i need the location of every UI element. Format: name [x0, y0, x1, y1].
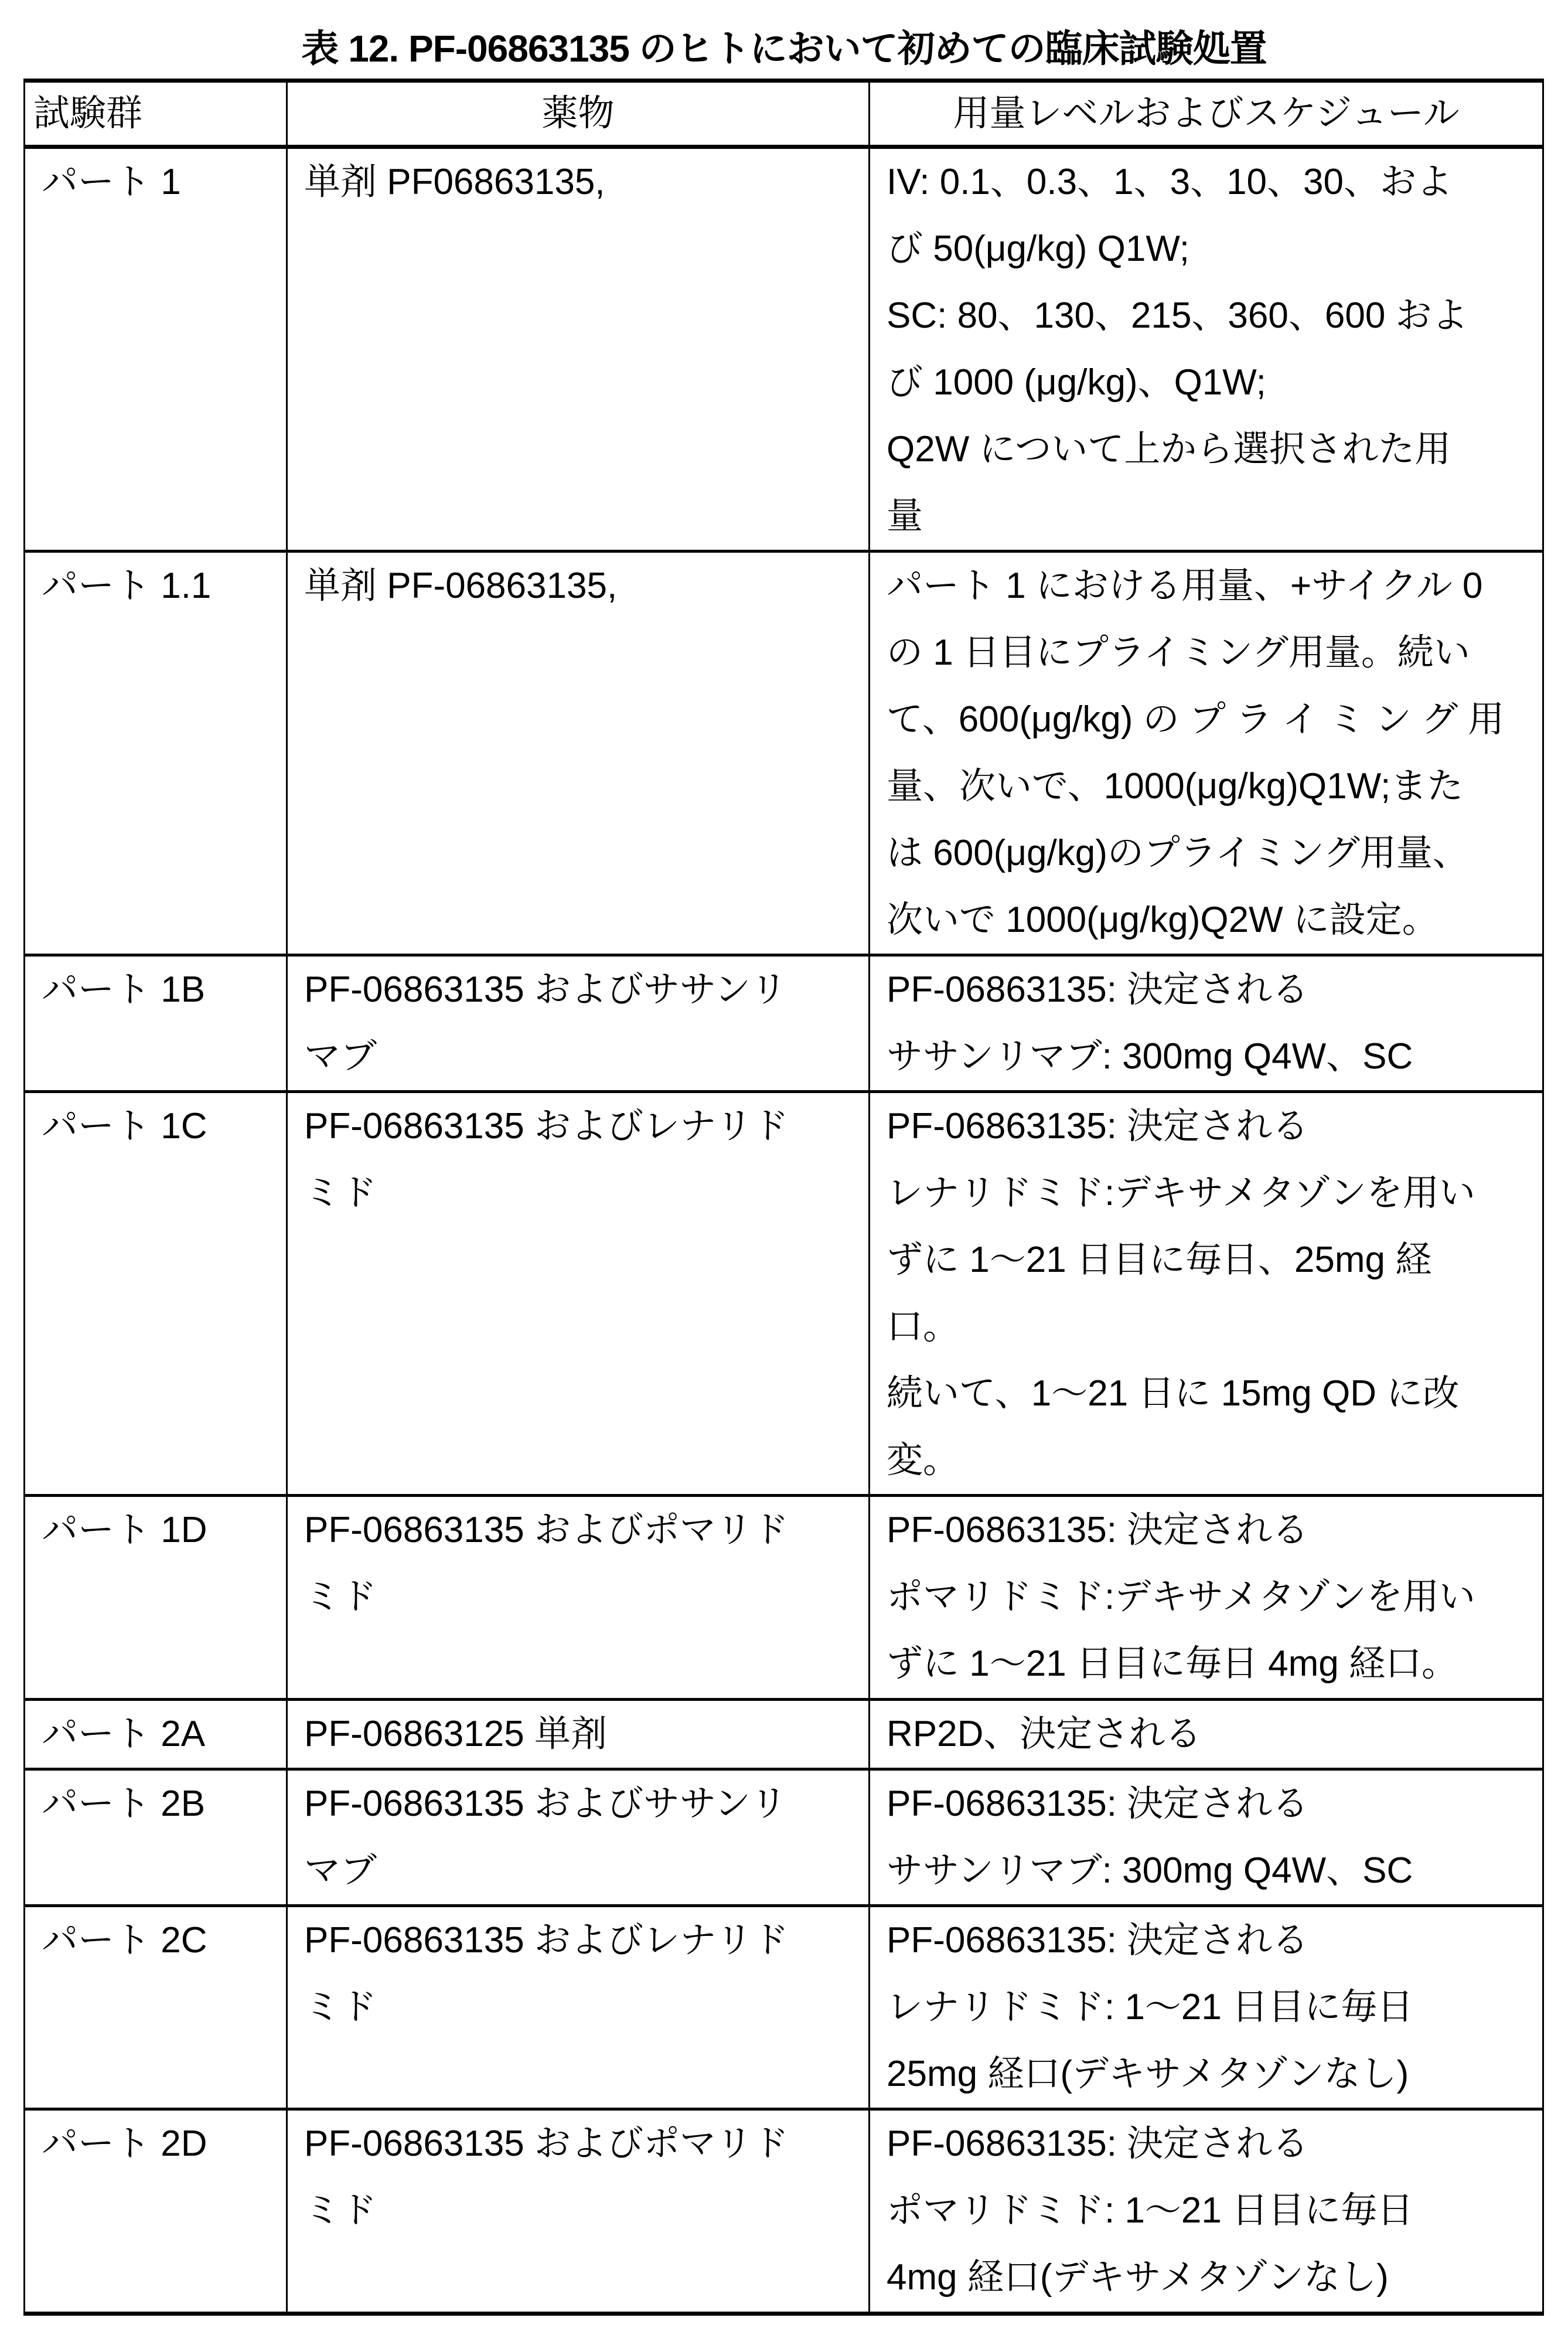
cell-test-group — [25, 955, 287, 1092]
table-title: 表 12. PF-06863135 のヒトにおいて初めての臨床試験処置 — [301, 28, 1267, 70]
table-body — [25, 147, 1543, 2314]
cell-test-group — [25, 1769, 287, 1906]
table-row — [25, 552, 1543, 955]
dose-text-line: 量、次いで、1000(μg/kg)Q1W;また — [887, 766, 1464, 806]
dose-text-line: PF-06863135: 決定される — [887, 2123, 1309, 2164]
header-test-group: 試験群 — [25, 81, 287, 147]
cell-dose-schedule — [870, 1092, 1543, 1496]
dose-text-line: ポマリドミド: 1～21 日目に毎日 — [887, 2190, 1414, 2231]
drug-text-line: 単剤 PF06863135, — [304, 162, 605, 202]
dose-text-line: ササンリマブ: 300mg Q4W、SC — [887, 1036, 1413, 1077]
header-row — [25, 81, 1543, 147]
cell-drug — [287, 1092, 870, 1496]
table-row — [25, 1769, 1543, 1906]
dose-text-line: レナリドミド: 1～21 日目に毎日 — [887, 1987, 1414, 2027]
cell-dose-schedule — [870, 1769, 1543, 1906]
dose-text-line: 変。 — [887, 1440, 960, 1480]
drug-text-line: マブ — [304, 1036, 377, 1077]
header-drug: 薬物 — [287, 81, 870, 147]
dose-text-line: て、600(μg/kg) の プ ラ イ ミ ン グ 用 — [887, 699, 1505, 740]
cell-test-group — [25, 2109, 287, 2314]
test-group-label: パート 1.1 — [42, 566, 212, 606]
dose-text-line: び 50(μg/kg) Q1W; — [887, 229, 1189, 269]
dose-text-line: 口。 — [887, 1306, 960, 1347]
dose-text-line: ずに 1～21 日目に毎日 4mg 経口。 — [887, 1643, 1458, 1684]
cell-drug — [287, 552, 870, 955]
cell-drug — [287, 1496, 870, 1700]
dose-text-line: 25mg 経口(デキサメタゾンなし) — [887, 2054, 1409, 2094]
dose-text-line: PF-06863135: 決定される — [887, 1784, 1309, 1824]
test-group-label: パート 1C — [42, 1106, 207, 1146]
cell-drug — [287, 1769, 870, 1906]
cell-dose-schedule — [870, 955, 1543, 1092]
dose-text-line: ササンリマブ: 300mg Q4W、SC — [887, 1850, 1413, 1891]
cell-dose-schedule — [870, 1700, 1543, 1769]
table-row — [25, 1092, 1543, 1496]
dose-text-line: PF-06863135: 決定される — [887, 1920, 1309, 1961]
table-row — [25, 147, 1543, 552]
cell-test-group — [25, 1092, 287, 1496]
dose-text-line: は 600(μg/kg)のプライミング用量、 — [887, 833, 1469, 873]
table-row — [25, 1906, 1543, 2109]
cell-test-group — [25, 1700, 287, 1769]
drug-text-line: PF-06863135 およびレナリド — [304, 1106, 789, 1146]
drug-text-line: 単剤 PF-06863135, — [304, 566, 618, 606]
drug-text-line: PF-06863135 およびポマリド — [304, 2123, 789, 2164]
cell-drug — [287, 955, 870, 1092]
dose-text-line: び 1000 (μg/kg)、Q1W; — [887, 362, 1266, 403]
header-dose-schedule: 用量レベルおよびスケジュール — [870, 81, 1543, 147]
table-row — [25, 1700, 1543, 1769]
cell-dose-schedule — [870, 147, 1543, 552]
cell-test-group — [25, 552, 287, 955]
drug-text-line: マブ — [304, 1850, 377, 1891]
dose-text-line: ずに 1～21 日目に毎日、25mg 経 — [887, 1240, 1432, 1280]
dose-text-line: Q2W について上から選択された用 — [887, 429, 1451, 469]
cell-test-group — [25, 1496, 287, 1700]
dose-text-line: PF-06863135: 決定される — [887, 1106, 1309, 1146]
drug-text-line: ミド — [304, 1577, 377, 1617]
drug-text-line: PF-06863125 単剤 — [304, 1714, 607, 1754]
cell-drug — [287, 147, 870, 552]
drug-text-line: PF-06863135 およびササンリ — [304, 1784, 787, 1824]
drug-text-line: PF-06863135 およびレナリド — [304, 1920, 789, 1961]
dose-text-line: 4mg 経口(デキサメタゾンなし) — [887, 2257, 1389, 2298]
cell-drug — [287, 1700, 870, 1769]
test-group-label: パート 1B — [42, 969, 206, 1010]
cell-dose-schedule — [870, 552, 1543, 955]
dose-text-line: PF-06863135: 決定される — [887, 1510, 1309, 1550]
dose-text-line: ポマリドミド:デキサメタゾンを用い — [887, 1577, 1475, 1617]
table-row — [25, 955, 1543, 1092]
dose-text-line: PF-06863135: 決定される — [887, 969, 1309, 1010]
test-group-label: パート 2B — [42, 1784, 206, 1824]
dose-text-line: パート 1 における用量、+サイクル 0 — [887, 566, 1483, 606]
table-row — [25, 1496, 1543, 1700]
cell-dose-schedule — [870, 2109, 1543, 2314]
drug-text-line: PF-06863135 およびササンリ — [304, 969, 787, 1010]
cell-test-group — [25, 147, 287, 552]
dose-text-line: レナリドミド:デキサメタゾンを用い — [887, 1173, 1475, 1213]
dose-text-line: の 1 日目にプライミング用量。続い — [887, 632, 1470, 673]
dose-text-line: RP2D、決定される — [887, 1714, 1202, 1754]
test-group-label: パート 2C — [42, 1920, 207, 1961]
dose-text-line: 量 — [887, 496, 923, 536]
table-row — [25, 2109, 1543, 2314]
dose-text-line: SC: 80、130、215、360、600 およ — [887, 295, 1468, 336]
cell-dose-schedule — [870, 1496, 1543, 1700]
drug-text-line: ミド — [304, 1173, 377, 1213]
drug-text-line: PF-06863135 およびポマリド — [304, 1510, 789, 1550]
treatment-table — [23, 79, 1544, 2316]
drug-text-line: ミド — [304, 2190, 377, 2231]
dose-text-line: 次いで 1000(μg/kg)Q2W に設定。 — [887, 900, 1439, 940]
test-group-label: パート 2A — [42, 1714, 206, 1754]
dose-text-line: 続いて、1～21 日に 15mg QD に改 — [887, 1373, 1460, 1414]
cell-dose-schedule — [870, 1906, 1543, 2109]
test-group-label: パート 1 — [42, 162, 181, 202]
drug-text-line: ミド — [304, 1987, 377, 2027]
dose-text-line: IV: 0.1、0.3、1、3、10、30、およ — [887, 162, 1453, 202]
cell-drug — [287, 1906, 870, 2109]
test-group-label: パート 1D — [42, 1510, 207, 1550]
cell-test-group — [25, 1906, 287, 2109]
test-group-label: パート 2D — [42, 2123, 207, 2164]
cell-drug — [287, 2109, 870, 2314]
